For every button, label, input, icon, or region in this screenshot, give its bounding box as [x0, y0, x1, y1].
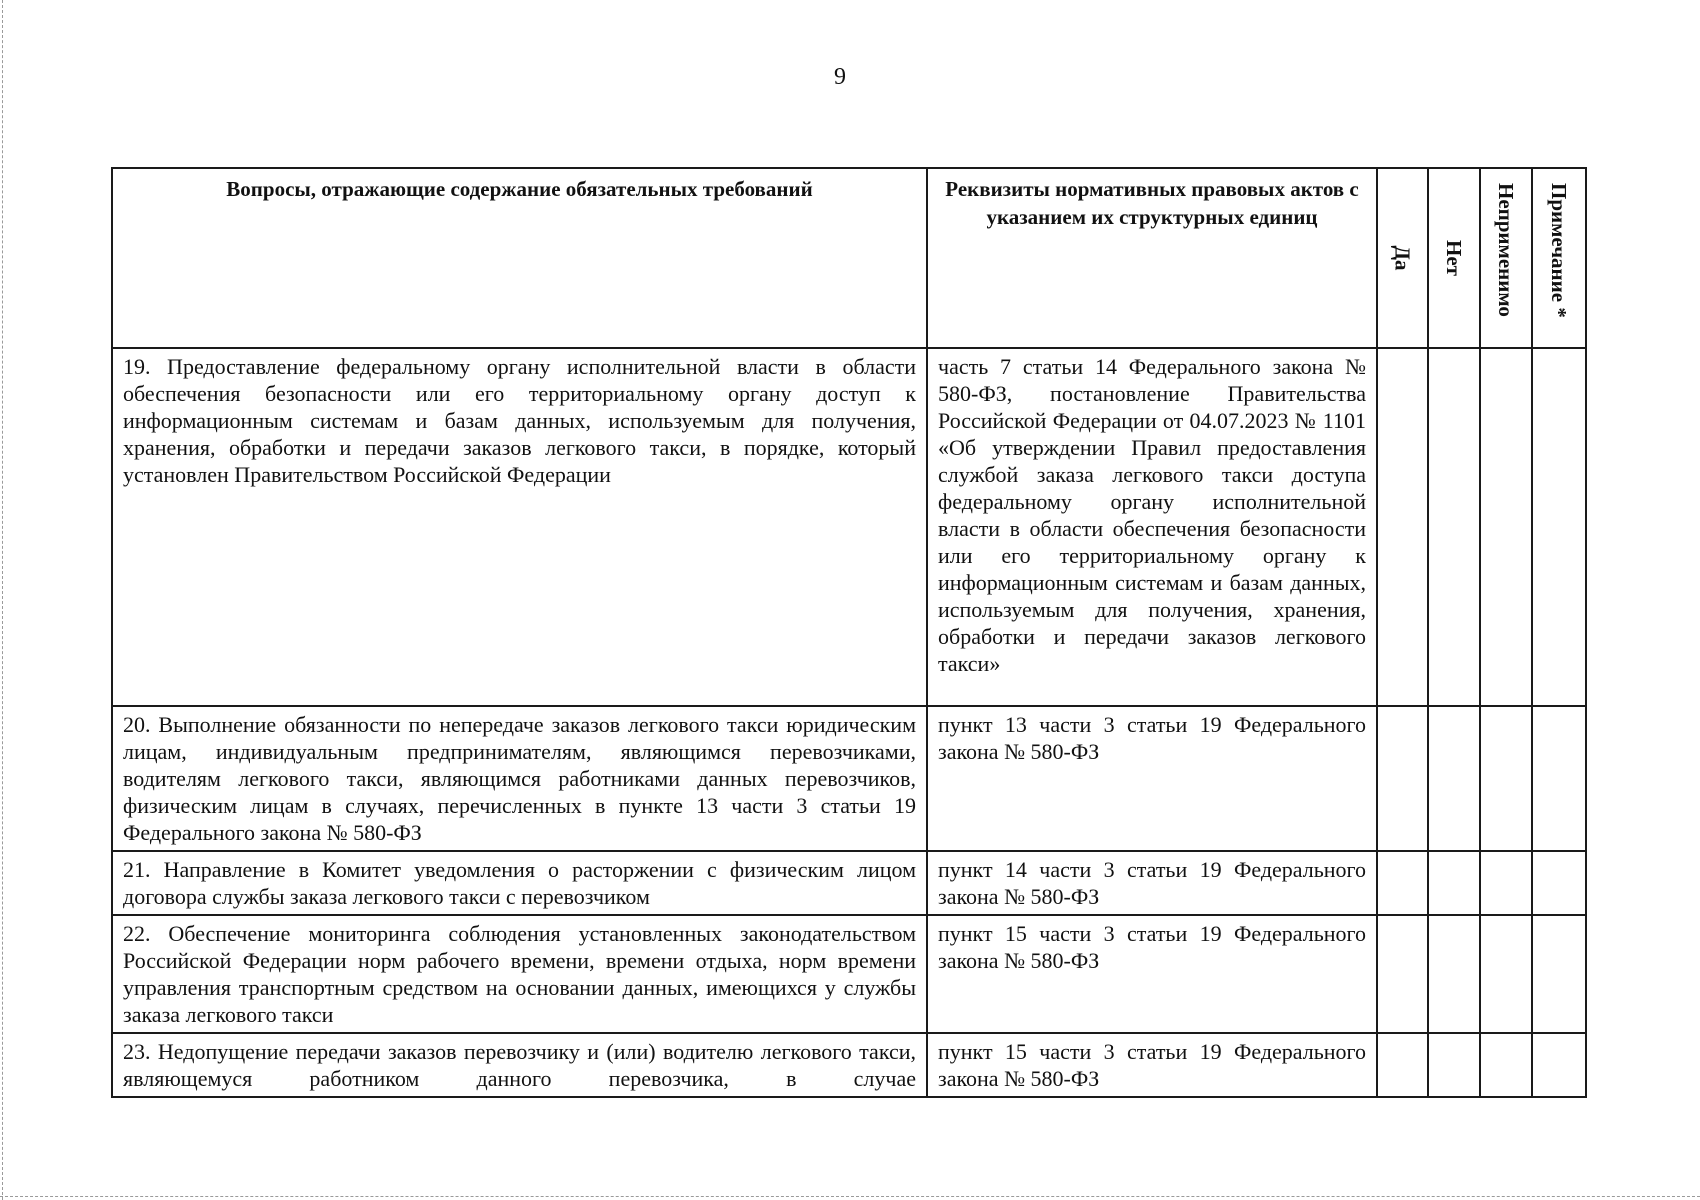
yes-mark-cell[interactable]	[1377, 706, 1428, 851]
question-cell: 23. Недопущение передачи заказов перевозчику и (или) водителю легкового такси, являющемуся работником данного перевозчика, в случае	[112, 1033, 927, 1097]
header-row	[112, 168, 1586, 348]
note-cell[interactable]	[1532, 1033, 1586, 1097]
header-no: Нет	[1442, 240, 1466, 276]
no-mark-cell[interactable]	[1428, 706, 1480, 851]
header-not-applicable: Неприменимо	[1494, 183, 1518, 317]
reference-cell: пункт 14 части 3 статьи 19 Федерального закона № 580-ФЗ	[927, 851, 1377, 915]
note-cell[interactable]	[1532, 706, 1586, 851]
not-applicable-mark-cell[interactable]	[1480, 706, 1532, 851]
header-questions: Вопросы, отражающие содержание обязательных требований	[112, 168, 927, 348]
not-applicable-mark-cell[interactable]	[1480, 915, 1532, 1033]
yes-mark-cell[interactable]	[1377, 851, 1428, 915]
header-no-cell	[1428, 168, 1480, 348]
yes-mark-cell[interactable]	[1377, 348, 1428, 706]
question-cell: 19. Предоставление федеральному органу исполнительной власти в области обеспечения безопасности или его территориальному органу доступ к информационным системам и базам данных, используемым для получения, хранения, обработки и передачи заказов легкового такси, в порядке, который установлен Правительством Российской Федерации	[112, 348, 927, 706]
question-cell: 21. Направление в Комитет уведомления о расторжении с физическим лицом договора службы заказа легкового такси с перевозчиком	[112, 851, 927, 915]
table-row	[112, 348, 1586, 706]
header-yes: Да	[1390, 245, 1415, 271]
not-applicable-mark-cell[interactable]	[1480, 851, 1532, 915]
note-cell[interactable]	[1532, 915, 1586, 1033]
reference-cell: пункт 15 части 3 статьи 19 Федерального закона № 580-ФЗ	[927, 915, 1377, 1033]
reference-cell: пункт 15 части 3 статьи 19 Федерального закона № 580-ФЗ	[927, 1033, 1377, 1097]
yes-mark-cell[interactable]	[1377, 915, 1428, 1033]
question-cell: 20. Выполнение обязанности по непередаче заказов легкового такси юридическим лицам, индивидуальным предпринимателям, являющимся перевозчиками, водителям легкового такси, являющимся работниками данных перевозчиков, физическим лицам в случаях, перечисленных в пункте 13 части 3 статьи 19 Федерального закона № 580-ФЗ	[112, 706, 927, 851]
header-not-applicable-cell	[1480, 168, 1532, 348]
note-cell[interactable]	[1532, 348, 1586, 706]
header-references: Реквизиты нормативных правовых актов с указанием их структурных единиц	[927, 168, 1377, 348]
reference-cell: часть 7 статьи 14 Федерального закона № 580-ФЗ, постановление Правительства Российской Федерации от 04.07.2023 № 1101 «Об утверждении Правил предоставления службой заказа легкового такси доступа федеральному органу исполнительной власти в области обеспечения безопасности или его территориальному органу к информационным системам и базам данных, используемым для получения, хранения, обработки и передачи заказов легкового такси»	[927, 348, 1377, 706]
note-cell[interactable]	[1532, 851, 1586, 915]
page-number: 9	[834, 64, 846, 90]
not-applicable-mark-cell[interactable]	[1480, 348, 1532, 706]
table-row	[112, 915, 1586, 1033]
no-mark-cell[interactable]	[1428, 1033, 1480, 1097]
table-row	[112, 706, 1586, 851]
no-mark-cell[interactable]	[1428, 915, 1480, 1033]
table-row	[112, 1033, 1586, 1097]
reference-cell: пункт 13 части 3 статьи 19 Федерального закона № 580-ФЗ	[927, 706, 1377, 851]
scan-edge-left	[2, 0, 3, 1200]
header-note-cell	[1532, 168, 1586, 348]
scan-edge-bottom	[0, 1196, 1700, 1197]
table-row	[112, 851, 1586, 915]
yes-mark-cell[interactable]	[1377, 1033, 1428, 1097]
question-cell: 22. Обеспечение мониторинга соблюдения установленных законодательством Российской Федерации норм рабочего времени, времени отдыха, норм времени управления транспортным средством на основании данных, имеющихся у службы заказа легкового такси	[112, 915, 927, 1033]
header-note: Примечание *	[1547, 183, 1571, 318]
no-mark-cell[interactable]	[1428, 348, 1480, 706]
no-mark-cell[interactable]	[1428, 851, 1480, 915]
not-applicable-mark-cell[interactable]	[1480, 1033, 1532, 1097]
requirements-checklist-table	[111, 167, 1587, 1098]
header-yes-cell	[1377, 168, 1428, 348]
